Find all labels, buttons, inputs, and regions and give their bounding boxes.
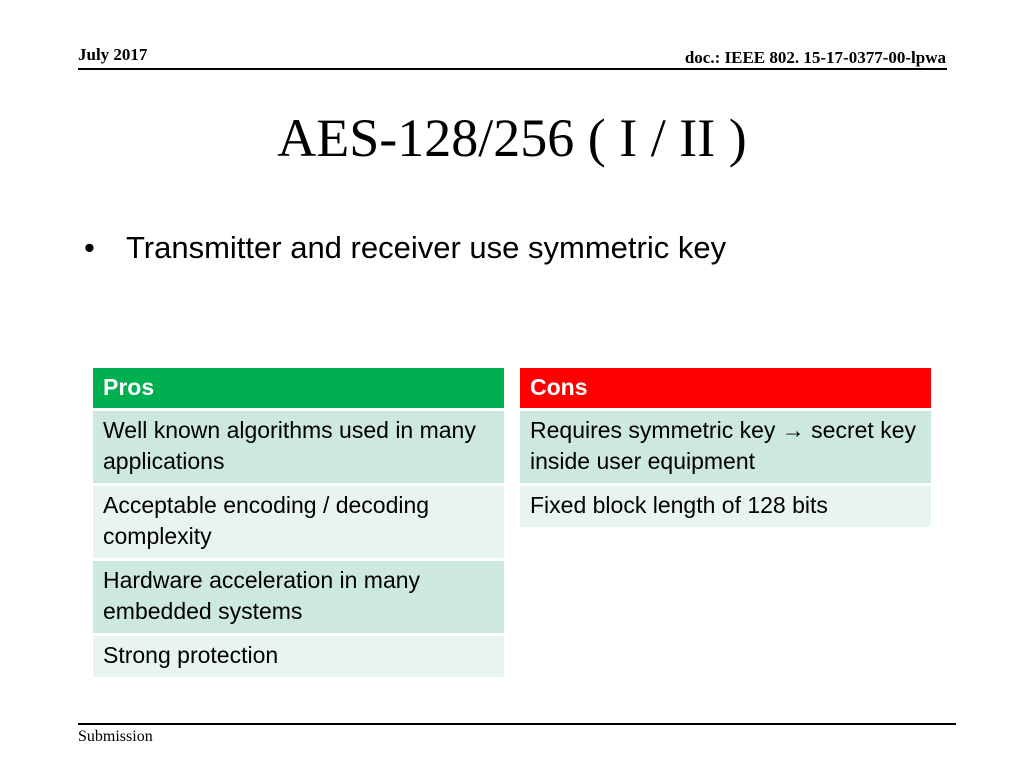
header-divider bbox=[78, 68, 947, 70]
pros-item: Well known algorithms used in many applications bbox=[93, 411, 504, 486]
cons-table bbox=[520, 368, 931, 530]
cons-heading: Cons bbox=[520, 368, 931, 411]
header-date: July 2017 bbox=[78, 45, 148, 64]
pros-item: Acceptable encoding / decoding complexity bbox=[93, 486, 504, 561]
pros-heading: Pros bbox=[93, 368, 504, 411]
bullet-item bbox=[84, 228, 726, 268]
cons-item: Requires symmetric key → secret key inside user equipment bbox=[520, 411, 931, 486]
cons-item: Fixed block length of 128 bits bbox=[520, 486, 931, 530]
slide-title: AES-128/256 ( I / II ) bbox=[277, 108, 747, 168]
pros-table bbox=[93, 368, 504, 680]
header-doc-id: doc.: IEEE 802. 15-17-0377-00-lpwa bbox=[684, 48, 946, 67]
bullet-icon: • bbox=[84, 230, 95, 265]
pros-item: Strong protection bbox=[93, 636, 504, 680]
bullet-text: Transmitter and receiver use symmetric key bbox=[126, 230, 727, 265]
footer-divider bbox=[78, 723, 956, 725]
pros-item: Hardware acceleration in many embedded systems bbox=[93, 561, 504, 636]
footer-label: Submission bbox=[78, 728, 153, 745]
